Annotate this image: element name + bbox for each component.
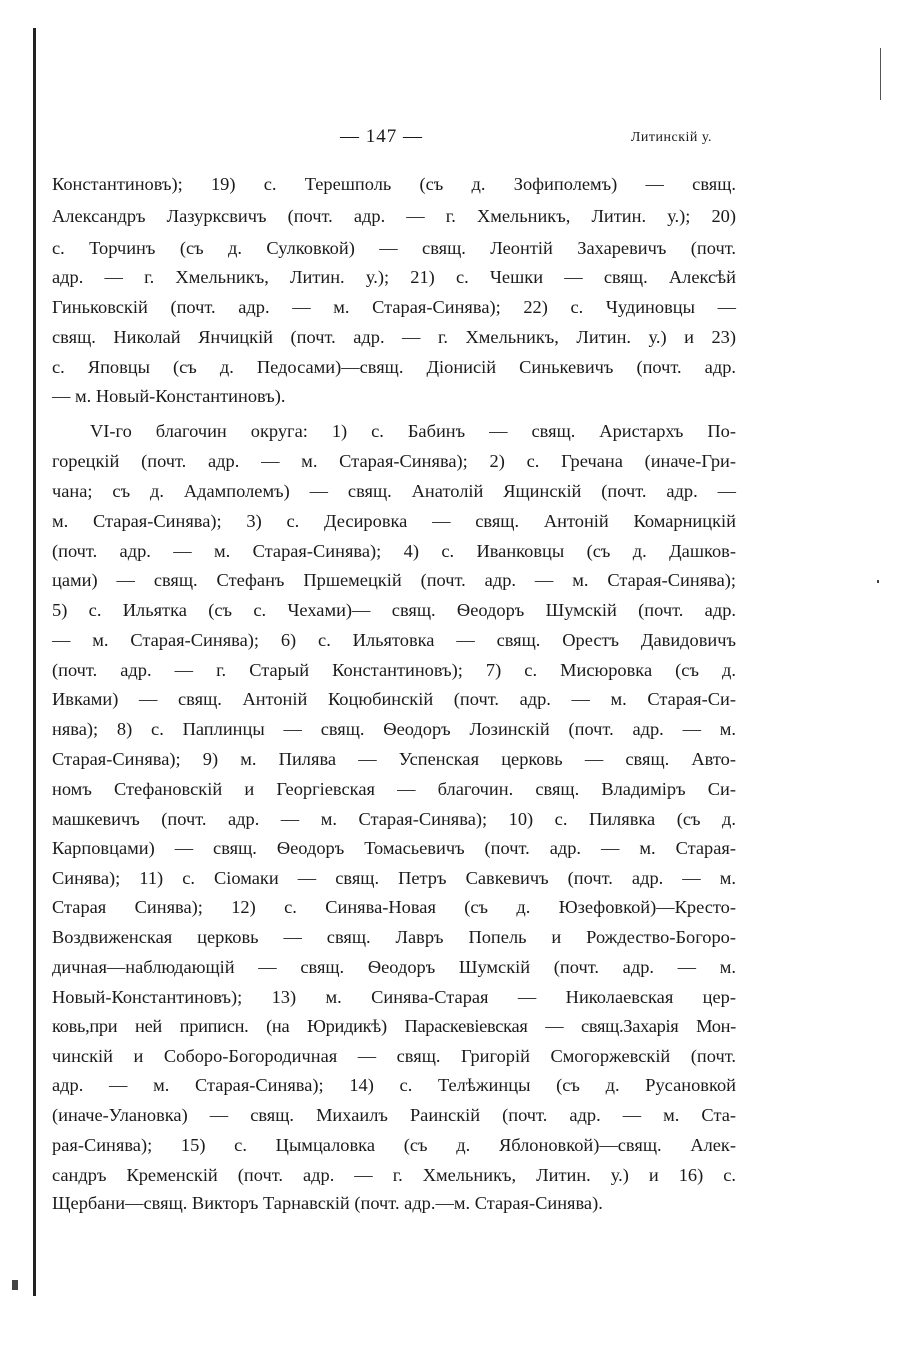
- text-line: (почт. адр. — г. Старый Константиновъ); 7) с. Мисюровка (съ д.: [52, 660, 736, 680]
- text-line: Старая Синява); 12) с. Синява-Новая (съ д. Юзефовкой)—Кресто-: [52, 897, 736, 917]
- scan-speck: [12, 1280, 18, 1290]
- text-line: Гиньковскій (почт. адр. — м. Старая-Синява); 22) с. Чудиновцы —: [52, 297, 736, 317]
- text-line: чана; съ д. Адамполемъ) — свящ. Анатолій Ящинскій (почт. адр. —: [52, 481, 736, 501]
- text-line: Синява); 11) с. Сіомаки — свящ. Петръ Савкевичъ (почт. адр. — м.: [52, 868, 736, 888]
- text-line: Александръ Лазурксвичъ (почт. адр. — г. Хмельникъ, Литин. у.); 20): [52, 206, 736, 226]
- text-line: адр. — г. Хмельникъ, Литин. у.); 21) с. Чешки — свящ. Алексѣй: [52, 267, 736, 287]
- scan-left-edge: [33, 28, 36, 1296]
- text-line: сандръ Кременскій (почт. адр. — г. Хмельникъ, Литин. у.) и 16) с.: [52, 1165, 736, 1185]
- text-line: Ивками) — свящ. Антоній Коцюбинскій (почт. адр. — м. Старая-Си-: [52, 689, 736, 709]
- text-line: Карповцами) — свящ. Ѳеодоръ Томасьевичъ (почт. адр. — м. Старая-: [52, 838, 736, 858]
- text-line: — м. Новый-Константиновъ).: [52, 386, 286, 406]
- text-line: Воздвиженская церковь — свящ. Лавръ Попель и Рождество-Богоро-: [52, 927, 736, 947]
- running-head: Литинскій у.: [630, 130, 712, 145]
- paragraph-start: VI-го благочин округа: 1) с. Бабинъ — свящ. Аристархъ По-: [90, 421, 736, 441]
- text-line: с. Яповцы (съ д. Педосами)—свящ. Діонисій Синькевичъ (почт. адр.: [52, 357, 736, 377]
- text-line: цами) — свящ. Стефанъ Пршемецкій (почт. адр. — м. Старая-Синява);: [52, 570, 736, 590]
- text-line: машкевичъ (почт. адр. — м. Старая-Синява); 10) с. Пилявка (съ д.: [52, 809, 736, 829]
- text-line: Новый-Константиновъ); 13) м. Синява-Старая — Николаевская цер-: [52, 987, 736, 1007]
- text-line: (иначе-Улановка) — свящ. Михаилъ Раинскій (почт. адр. — м. Ста-: [52, 1105, 736, 1125]
- text-line: рая-Синява); 15) с. Цымцаловка (съ д. Яблоновкой)—свящ. Алек-: [52, 1135, 736, 1155]
- scan-speck: [877, 580, 879, 583]
- text-line: номъ Стефановскій и Георгіевская — благочин. свящ. Владиміръ Си-: [52, 779, 736, 799]
- text-line: с. Торчинъ (съ д. Сулковкой) — свящ. Леонтій Захаревичъ (почт.: [52, 238, 736, 258]
- text-line: дичная—наблюдающій — свящ. Ѳеодоръ Шумскій (почт. адр. — м.: [52, 957, 736, 977]
- text-line: свящ. Николай Янчицкій (почт. адр. — г. Хмельникъ, Литин. у.) и 23): [52, 327, 736, 347]
- text-line: Старая-Синява); 9) м. Пилява — Успенская церковь — свящ. Авто-: [52, 749, 736, 769]
- text-line: чинскій и Соборо-Богородичная — свящ. Григорій Смогоржевскій (почт.: [52, 1046, 736, 1066]
- text-line: адр. — м. Старая-Синява); 14) с. Телѣжинцы (съ д. Русановкой: [52, 1075, 736, 1095]
- scan-right-mark: [880, 48, 881, 100]
- page-number: — 147 —: [340, 126, 423, 147]
- text-line: 5) с. Ильятка (съ с. Чехами)— свящ. Ѳеодоръ Шумскій (почт. адр.: [52, 600, 736, 620]
- text-line: ковь,при ней приписн. (на Юридикѣ) Параскевіевская — свящ.Захарія Мон-: [52, 1016, 736, 1036]
- text-line: (почт. адр. — м. Старая-Синява); 4) с. Иванковцы (съ д. Дашков-: [52, 541, 736, 561]
- page-header: [52, 126, 712, 156]
- text-line: м. Старая-Синява); 3) с. Десировка — свящ. Антоній Комарницкій: [52, 511, 736, 531]
- text-line: горецкій (почт. адр. — м. Старая-Синява); 2) с. Гречана (иначе-Гри-: [52, 451, 736, 471]
- text-line: нява); 8) с. Паплинцы — свящ. Ѳеодоръ Лозинскій (почт. адр. — м.: [52, 719, 736, 739]
- text-line: Щербани—свящ. Викторъ Тарнавскій (почт. адр.—м. Старая-Синява).: [52, 1193, 603, 1213]
- text-line: — м. Старая-Синява); 6) с. Ильятовка — свящ. Орестъ Давидовичъ: [52, 630, 736, 650]
- text-line: Константиновъ); 19) с. Терешполь (съ д. Зофиполемъ) — свящ.: [52, 174, 736, 194]
